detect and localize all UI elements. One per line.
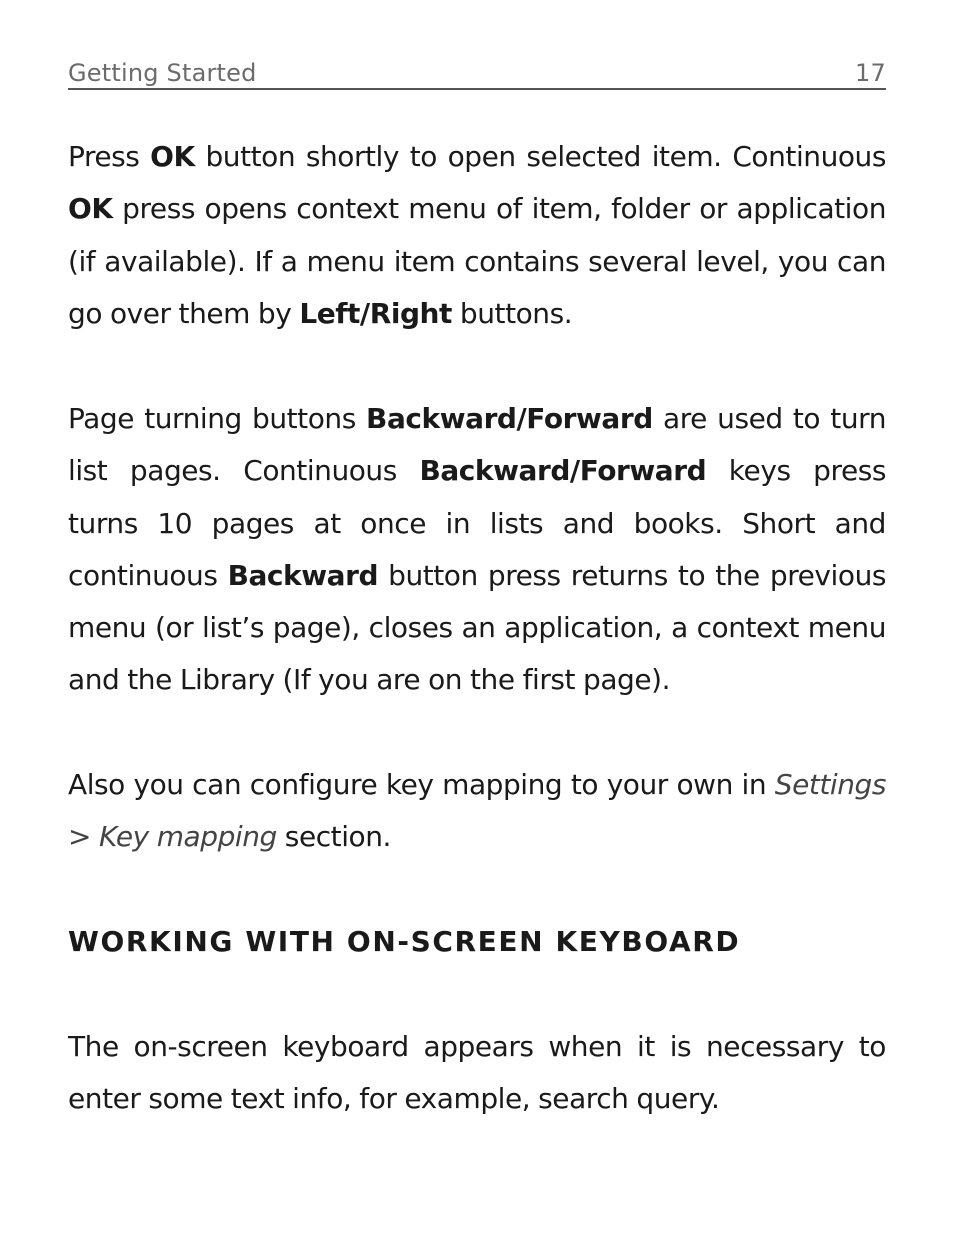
bold-term-backward-forward: Backward/Forward (366, 402, 653, 435)
running-header (68, 56, 886, 90)
text-run: press opens context menu of item, folder or application (if available). If a menu item contains several level, you can go over them by (68, 192, 886, 330)
text-run: The on-screen keyboard appears when it is necessary to enter some text info, for example, search query. (68, 1030, 886, 1116)
paragraph-key-mapping (68, 759, 886, 864)
text-run: Also you can configure key mapping to your own in (68, 768, 775, 801)
header-page-number: 17 (855, 59, 886, 87)
text-run: keys press turns 10 pages at once in lists and books. Short and continuous (68, 454, 886, 592)
paragraph-on-screen-keyboard (68, 1021, 886, 1126)
bold-term-ok: OK (68, 192, 113, 226)
text-run: Page turning buttons (68, 402, 367, 435)
text-run: are used to turn list pages. Continuous (68, 402, 886, 488)
text-run: buttons. (451, 296, 573, 330)
text-run: section. (276, 820, 391, 854)
text-run: button shortly to open selected item. Continuous (194, 140, 886, 173)
settings-path-reference: Settings > Key mapping (68, 768, 886, 854)
header-section-title: Getting Started (68, 59, 257, 87)
bold-term-backward: Backward (227, 558, 379, 592)
paragraph-ok-button (68, 131, 886, 340)
paragraph-page-turning (68, 393, 886, 707)
bold-term-backward-forward: Backward/Forward (419, 454, 707, 488)
section-heading: WORKING WITH ON-SCREEN KEYBOARD (68, 925, 741, 958)
document-page (68, 0, 886, 1251)
text-run: Press (68, 140, 151, 173)
bold-term-ok: OK (150, 140, 195, 173)
text-run: button press returns to the previous menu (or list’s page), closes an application, a context menu and the Library (If you are on the first page). (68, 558, 887, 697)
bold-term-left-right: Left/Right (299, 296, 452, 330)
